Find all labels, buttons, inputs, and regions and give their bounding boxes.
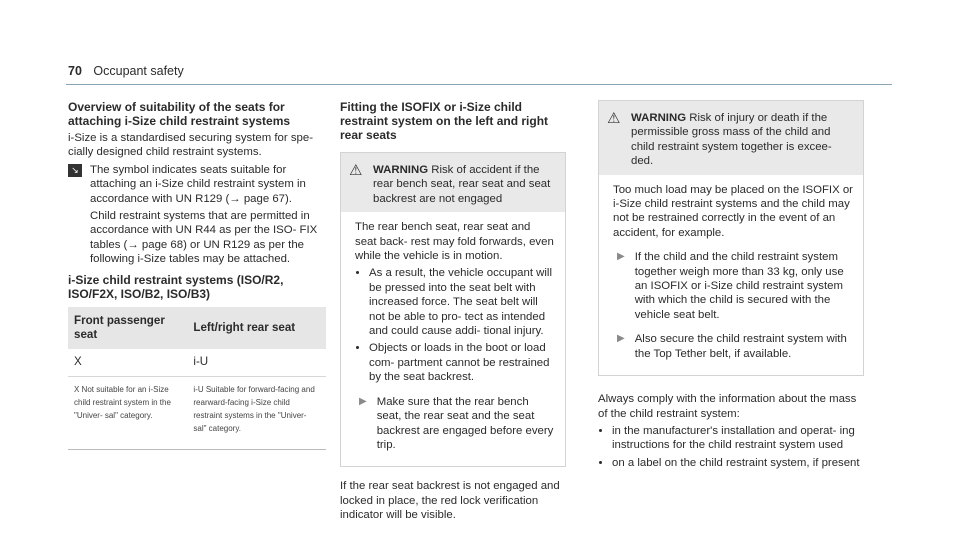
list-item: • on a label on the child restraint system, if present bbox=[612, 456, 864, 470]
warning-header bbox=[341, 153, 565, 212]
mass-info-text: Always comply with the information about the mass of the child restraint system: bbox=[598, 393, 857, 420]
fitting-heading: Fitting the ISOFIX or i-Size child restraint system on the left and right rear seats bbox=[340, 100, 549, 142]
action-arrow-icon: ▶ bbox=[359, 395, 367, 407]
warning-triangle-icon: ⚠ bbox=[349, 162, 363, 179]
mass-info-bullets bbox=[598, 424, 864, 470]
right-column bbox=[598, 100, 864, 474]
action-text: If the child and the child restraint system together weigh more than 33 kg, only use an ISOFIX or i-Size child restraint system with which the child is secured with the vehicle seat belt. bbox=[634, 251, 844, 321]
isize-symbol-text: The symbol indicates seats suitable for attaching an i-Size child restraint system in accordance with UN R129 (→ page 67). bbox=[90, 163, 306, 205]
action-step bbox=[613, 250, 853, 322]
permitted-systems-text: Child restraint systems that are permitted in accordance with UN R44 as per the ISO- FIX tables (→ page 68) or UN R129 as per the following i-Size tables may be attached. bbox=[90, 210, 318, 266]
table-cell: i-U Suitable for forward-facing and rearward-facing i-Size child restraint systems in the "Univer- sal" category. bbox=[187, 376, 326, 449]
warning-body bbox=[341, 212, 565, 466]
action-text: Also secure the child restraint system with the Top Tether belt, if available. bbox=[634, 333, 847, 360]
section-title: Occupant safety bbox=[93, 64, 184, 78]
warning-body bbox=[599, 175, 863, 375]
table-header: Front passenger seat bbox=[68, 307, 187, 350]
warning-box-engagement bbox=[340, 152, 566, 467]
warning-text: Risk of accident if the rear bench seat, rear seat and seat backrest are not engaged bbox=[373, 164, 551, 205]
list-item: • Objects or loads in the boot or load com- partment cannot be restrained by the seat backrest. bbox=[369, 341, 555, 384]
header-rule bbox=[66, 84, 892, 85]
suitability-heading: Overview of suitability of the seats for attaching i-Size child restraint systems bbox=[68, 100, 291, 128]
table-cell: i-U bbox=[187, 349, 326, 376]
action-step bbox=[613, 332, 853, 361]
table-row bbox=[68, 376, 326, 449]
warning-header bbox=[599, 101, 863, 175]
middle-column bbox=[340, 100, 566, 526]
page-header bbox=[68, 64, 184, 78]
warning-body-text: The rear bench seat, rear seat and seat back- rest may fold forwards, even while the vehicle is in motion. bbox=[355, 221, 554, 263]
lock-indicator-text: If the rear seat backrest is not engaged and locked in place, the red lock verification indicator will be visible. bbox=[340, 480, 560, 522]
left-column bbox=[68, 100, 326, 450]
warning-triangle-icon: ⚠ bbox=[607, 110, 621, 127]
isize-suitability-table bbox=[68, 307, 326, 450]
isize-intro: i-Size is a standardised securing system for spe- cially designed child restraint systems. bbox=[68, 132, 313, 159]
warning-bullets bbox=[355, 266, 555, 384]
action-arrow-icon: ▶ bbox=[617, 251, 625, 263]
action-arrow-icon: ▶ bbox=[617, 333, 625, 345]
isize-seat-icon: ↘ bbox=[68, 164, 82, 177]
list-item: • in the manufacturer's installation and operat- ing instructions for the child restraint system used bbox=[612, 424, 864, 453]
warning-body-text: Too much load may be placed on the ISOFIX or i-Size child restraint systems and the child may not be restrained correctly in the event of an accident, for example. bbox=[613, 183, 853, 239]
table-cell: X Not suitable for an i-Size child restraint system in the "Univer- sal" category. bbox=[68, 376, 187, 449]
isize-symbol-row bbox=[68, 163, 326, 209]
table-header: Left/right rear seat bbox=[187, 307, 326, 350]
action-step bbox=[355, 395, 555, 453]
table-row bbox=[68, 349, 326, 376]
warning-label: WARNING bbox=[373, 164, 429, 176]
list-item: • As a result, the vehicle occupant will be pressed into the seat belt with increased force. The seat belt will not be able to pro- tect as intended and could cause addi- tional injury. bbox=[369, 266, 555, 338]
action-text: Make sure that the rear bench seat, the rear seat and the seat backrest are engaged before every trip. bbox=[376, 395, 554, 451]
warning-text: Risk of injury or death if the permissible gross mass of the child and child restraint system together is excee- ded. bbox=[631, 112, 832, 168]
warning-box-mass bbox=[598, 100, 864, 376]
warning-label: WARNING bbox=[631, 112, 687, 124]
page-number: 70 bbox=[68, 64, 82, 78]
table-cell: X bbox=[68, 349, 187, 376]
isize-table-heading: i-Size child restraint systems (ISO/R2, ISO/F2X, ISO/B2, ISO/B3) bbox=[68, 272, 284, 301]
